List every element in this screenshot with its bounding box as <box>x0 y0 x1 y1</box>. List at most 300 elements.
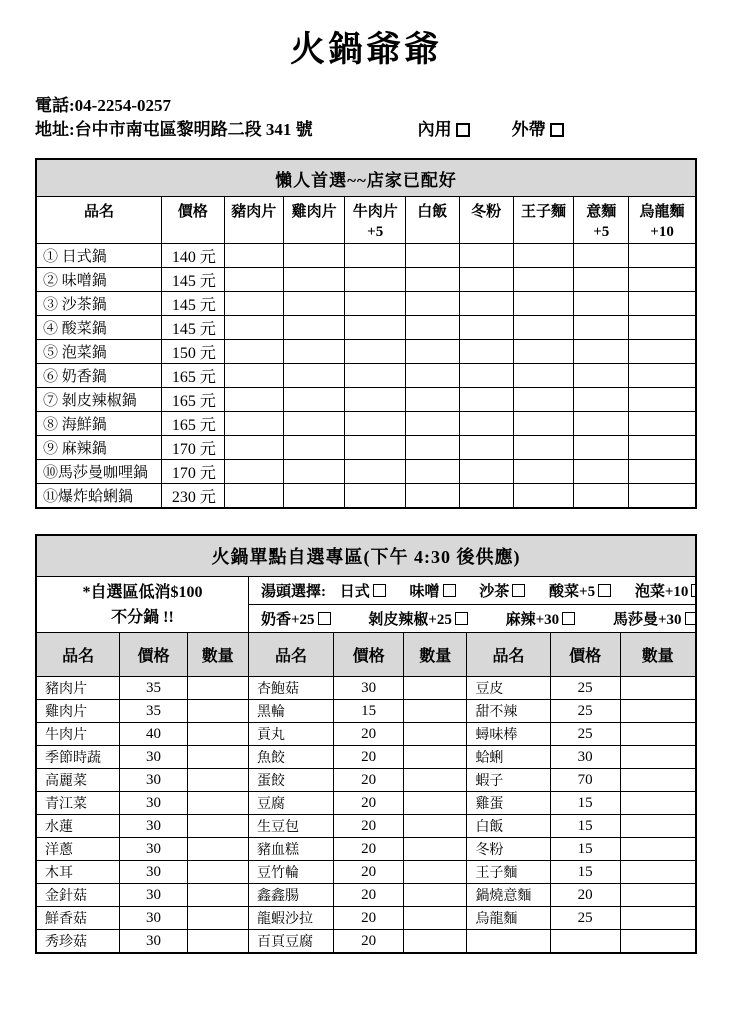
alacarte-column-header: 品名 <box>467 633 550 677</box>
item-name: 王子麵 <box>467 861 550 884</box>
item-price: 20 <box>334 815 404 838</box>
selection-cell <box>574 483 629 508</box>
takeout-label: 外帶 <box>511 120 546 140</box>
quantity-cell <box>187 769 248 792</box>
item-name: 鮮香菇 <box>36 907 120 930</box>
set-menu-title-row <box>36 159 696 196</box>
alacarte-column-header: 價格 <box>120 633 187 677</box>
selection-cell <box>574 243 629 267</box>
item-price: 15 <box>550 861 620 884</box>
selection-cell <box>406 363 459 387</box>
quantity-cell <box>404 677 467 700</box>
set-menu-row <box>36 411 696 435</box>
selection-cell <box>513 363 574 387</box>
selection-cell <box>406 483 459 508</box>
item-name: 洋蔥 <box>36 838 120 861</box>
soup-option-checkbox[interactable] <box>318 612 331 625</box>
quantity-cell <box>187 700 248 723</box>
soup-option <box>261 608 331 629</box>
soup-choice-label: 湯頭選擇: <box>261 584 326 601</box>
alacarte-row <box>36 930 696 953</box>
selection-cell <box>345 243 406 267</box>
pot-name: ⑧ 海鮮鍋 <box>36 411 161 435</box>
soup-options-row-1 <box>336 584 696 600</box>
item-name: 豆腐 <box>249 792 334 815</box>
set-menu-column-header <box>406 196 459 243</box>
item-price: 30 <box>120 815 187 838</box>
item-price: 20 <box>334 930 404 953</box>
item-name: 冬粉 <box>467 838 550 861</box>
set-menu-row <box>36 387 696 411</box>
item-name: 鑫鑫腸 <box>249 884 334 907</box>
item-name: 季節時蔬 <box>36 746 120 769</box>
selection-cell <box>629 243 696 267</box>
soup-option-checkbox[interactable] <box>685 612 697 625</box>
item-name: 高麗菜 <box>36 769 120 792</box>
address-row <box>35 118 697 142</box>
selection-cell <box>345 339 406 363</box>
selection-cell <box>459 315 513 339</box>
item-price: 25 <box>550 907 620 930</box>
selection-cell <box>406 435 459 459</box>
alacarte-title: 火鍋單點自選專區(下午 4:30 後供應) <box>36 535 696 577</box>
selection-cell <box>224 339 283 363</box>
item-price: 20 <box>334 861 404 884</box>
selection-cell <box>345 291 406 315</box>
set-menu-row <box>36 339 696 363</box>
quantity-cell <box>404 746 467 769</box>
alacarte-row <box>36 723 696 746</box>
selection-cell <box>629 435 696 459</box>
soup-option <box>506 608 576 629</box>
dine-in-option <box>418 118 470 142</box>
soup-option <box>340 580 386 601</box>
selection-cell <box>574 315 629 339</box>
quantity-cell <box>404 723 467 746</box>
item-price: 30 <box>120 884 187 907</box>
selection-cell <box>459 267 513 291</box>
pot-name: ⑪爆炸蛤蜊鍋 <box>36 483 161 508</box>
alacarte-column-header: 價格 <box>334 633 404 677</box>
item-price: 30 <box>120 861 187 884</box>
soup-option-checkbox[interactable] <box>455 612 468 625</box>
set-menu-column-header <box>36 196 161 243</box>
pot-name: ⑤ 泡菜鍋 <box>36 339 161 363</box>
selection-cell <box>406 291 459 315</box>
quantity-cell <box>404 838 467 861</box>
quantity-cell <box>620 700 696 723</box>
selection-cell <box>283 291 344 315</box>
quantity-cell <box>620 838 696 861</box>
item-name: 鍋燒意麵 <box>467 884 550 907</box>
selection-cell <box>283 315 344 339</box>
item-name: 秀珍菇 <box>36 930 120 953</box>
alacarte-row <box>36 769 696 792</box>
item-name: 蛋餃 <box>249 769 334 792</box>
column-label: 意麵 <box>586 203 617 220</box>
item-name: 豆皮 <box>467 677 550 700</box>
set-menu-column-header <box>629 196 696 243</box>
phone-line: 電話:04-2254-0257 <box>35 96 171 116</box>
pot-price: 145 元 <box>161 315 224 339</box>
pot-price: 170 元 <box>161 435 224 459</box>
selection-cell <box>224 459 283 483</box>
pot-price: 150 元 <box>161 339 224 363</box>
item-name: 蝦子 <box>467 769 550 792</box>
selection-cell <box>629 291 696 315</box>
selection-cell <box>459 411 513 435</box>
selection-cell <box>406 411 459 435</box>
soup-options-cell-2 <box>249 605 697 633</box>
address-line: 地址:台中市南屯區黎明路二段 341 號 <box>35 120 313 140</box>
item-price: 20 <box>334 769 404 792</box>
pot-name: ⑩馬莎曼咖哩鍋 <box>36 459 161 483</box>
soup-option <box>479 580 525 601</box>
item-name: 青江菜 <box>36 792 120 815</box>
selection-cell <box>224 387 283 411</box>
soup-option-label: 日式 <box>339 584 370 601</box>
selection-cell <box>459 483 513 508</box>
quantity-cell <box>404 930 467 953</box>
column-label: 王子麵 <box>520 203 566 220</box>
item-name: 黑輪 <box>249 700 334 723</box>
item-price: 35 <box>120 677 187 700</box>
soup-option-label: 味噌 <box>409 584 440 601</box>
selection-cell <box>406 339 459 363</box>
quantity-cell <box>404 700 467 723</box>
soup-choice-row-1 <box>36 577 696 605</box>
quantity-cell <box>620 792 696 815</box>
soup-option-label: 剝皮辣椒+25 <box>368 612 452 629</box>
item-name: 牛肉片 <box>36 723 120 746</box>
selection-cell <box>574 387 629 411</box>
item-price: 20 <box>334 792 404 815</box>
item-price: 30 <box>120 838 187 861</box>
pot-price: 230 元 <box>161 483 224 508</box>
quantity-cell <box>187 723 248 746</box>
item-name: 豬肉片 <box>36 677 120 700</box>
selection-cell <box>513 267 574 291</box>
soup-option-label: 酸菜+5 <box>549 584 596 601</box>
set-menu-column-header <box>345 196 406 243</box>
item-price: 15 <box>550 815 620 838</box>
selection-cell <box>283 363 344 387</box>
pot-price: 165 元 <box>161 387 224 411</box>
item-name: 金針菇 <box>36 884 120 907</box>
alacarte-column-header: 品名 <box>249 633 334 677</box>
item-price: 15 <box>334 700 404 723</box>
soup-option-label: 馬莎曼+30 <box>612 612 682 629</box>
takeout-checkbox[interactable] <box>550 123 564 137</box>
quantity-cell <box>187 884 248 907</box>
column-label: 牛肉片 <box>352 203 398 220</box>
dine-in-checkbox[interactable] <box>456 123 470 137</box>
selection-cell <box>345 267 406 291</box>
selection-cell <box>574 459 629 483</box>
pot-name: ⑨ 麻辣鍋 <box>36 435 161 459</box>
alacarte-column-header: 品名 <box>36 633 120 677</box>
quantity-cell <box>187 677 248 700</box>
item-price: 30 <box>120 746 187 769</box>
quantity-cell <box>187 907 248 930</box>
selection-cell <box>283 339 344 363</box>
selection-cell <box>459 339 513 363</box>
selection-cell <box>513 411 574 435</box>
item-name: 豆竹輪 <box>249 861 334 884</box>
selection-cell <box>224 291 283 315</box>
set-menu-row <box>36 267 696 291</box>
soup-option <box>613 608 696 629</box>
item-name: 雞肉片 <box>36 700 120 723</box>
pot-name: ① 日式鍋 <box>36 243 161 267</box>
set-menu-header-row <box>36 196 696 243</box>
set-menu-table <box>35 158 697 509</box>
selection-cell <box>513 459 574 483</box>
pot-price: 165 元 <box>161 363 224 387</box>
dine-in-label: 內用 <box>417 120 452 140</box>
pot-name: ② 味噌鍋 <box>36 267 161 291</box>
selection-cell <box>283 411 344 435</box>
selection-cell <box>459 291 513 315</box>
soup-option <box>549 580 611 601</box>
selection-cell <box>345 315 406 339</box>
soup-option-label: 泡菜+10 <box>634 584 689 601</box>
soup-option <box>635 580 696 601</box>
soup-option-checkbox[interactable] <box>562 612 575 625</box>
quantity-cell <box>620 677 696 700</box>
set-menu-title: 懶人首選~~店家已配好 <box>36 159 696 196</box>
alacarte-row <box>36 746 696 769</box>
item-price: 25 <box>550 723 620 746</box>
item-price: 20 <box>334 884 404 907</box>
item-name: 生豆包 <box>249 815 334 838</box>
item-price: 40 <box>120 723 187 746</box>
item-name: 水蓮 <box>36 815 120 838</box>
column-label: 雞肉片 <box>291 203 337 220</box>
pot-price: 165 元 <box>161 411 224 435</box>
soup-option-label: 奶香+25 <box>261 612 315 629</box>
item-price: 15 <box>550 838 620 861</box>
selection-cell <box>574 339 629 363</box>
soup-option-checkbox[interactable] <box>373 584 386 597</box>
item-price: 25 <box>550 677 620 700</box>
item-price: 30 <box>120 907 187 930</box>
selection-cell <box>224 435 283 459</box>
soup-options-row-2 <box>261 612 696 628</box>
alacarte-row <box>36 838 696 861</box>
alacarte-row <box>36 677 696 700</box>
quantity-cell <box>620 861 696 884</box>
quantity-cell <box>620 907 696 930</box>
selection-cell <box>459 387 513 411</box>
quantity-cell <box>620 723 696 746</box>
item-price <box>550 930 620 953</box>
selection-cell <box>459 243 513 267</box>
column-label: 品名 <box>83 203 114 220</box>
pot-price: 170 元 <box>161 459 224 483</box>
quantity-cell <box>187 815 248 838</box>
set-menu-row <box>36 435 696 459</box>
selection-cell <box>224 243 283 267</box>
item-price: 20 <box>334 907 404 930</box>
item-name: 蛤蜊 <box>467 746 550 769</box>
quantity-cell <box>404 769 467 792</box>
alacarte-column-header: 數量 <box>187 633 248 677</box>
alacarte-column-header: 數量 <box>404 633 467 677</box>
selection-cell <box>513 483 574 508</box>
selection-cell <box>629 267 696 291</box>
item-name: 杏鮑菇 <box>249 677 334 700</box>
pot-price: 145 元 <box>161 267 224 291</box>
column-label: 白飯 <box>417 203 448 220</box>
alacarte-column-header: 價格 <box>550 633 620 677</box>
selection-cell <box>345 459 406 483</box>
alacarte-row <box>36 815 696 838</box>
page-title: 火鍋爺爺 <box>289 30 442 69</box>
item-price: 30 <box>334 677 404 700</box>
quantity-cell <box>620 930 696 953</box>
set-menu-column-header <box>513 196 574 243</box>
pot-price: 145 元 <box>161 291 224 315</box>
set-menu-body <box>36 243 696 508</box>
min-charge-line-1: *自選區低消$100 <box>82 583 203 601</box>
alacarte-row <box>36 907 696 930</box>
alacarte-row <box>36 792 696 815</box>
selection-cell <box>459 459 513 483</box>
item-name: 百頁豆腐 <box>249 930 334 953</box>
quantity-cell <box>404 907 467 930</box>
column-label: 冬粉 <box>471 203 502 220</box>
soup-option-checkbox[interactable] <box>598 584 611 597</box>
item-price: 30 <box>550 746 620 769</box>
item-name: 蟳味棒 <box>467 723 550 746</box>
selection-cell <box>574 363 629 387</box>
item-name: 雞蛋 <box>467 792 550 815</box>
selection-cell <box>459 435 513 459</box>
selection-cell <box>283 483 344 508</box>
soup-option-checkbox[interactable] <box>691 584 696 597</box>
set-menu-row <box>36 291 696 315</box>
item-name: 龍蝦沙拉 <box>249 907 334 930</box>
column-surcharge: +10 <box>650 223 674 240</box>
item-name: 木耳 <box>36 861 120 884</box>
quantity-cell <box>620 815 696 838</box>
selection-cell <box>629 315 696 339</box>
quantity-cell <box>404 884 467 907</box>
selection-cell <box>345 411 406 435</box>
selection-cell <box>224 411 283 435</box>
selection-cell <box>283 459 344 483</box>
selection-cell <box>513 243 574 267</box>
quantity-cell <box>187 861 248 884</box>
selection-cell <box>406 315 459 339</box>
selection-cell <box>513 339 574 363</box>
quantity-cell <box>187 838 248 861</box>
selection-cell <box>345 483 406 508</box>
selection-cell <box>406 459 459 483</box>
selection-cell <box>574 411 629 435</box>
alacarte-title-row <box>36 535 696 577</box>
soup-options-cell-1 <box>249 577 697 605</box>
column-label: 豬肉片 <box>231 203 277 220</box>
pot-name: ③ 沙茶鍋 <box>36 291 161 315</box>
item-name: 貢丸 <box>249 723 334 746</box>
selection-cell <box>629 339 696 363</box>
item-price: 30 <box>120 792 187 815</box>
set-menu-row <box>36 483 696 508</box>
selection-cell <box>629 363 696 387</box>
selection-cell <box>574 291 629 315</box>
item-price: 25 <box>550 700 620 723</box>
quantity-cell <box>187 746 248 769</box>
selection-cell <box>629 411 696 435</box>
alacarte-column-header: 數量 <box>620 633 696 677</box>
selection-cell <box>224 267 283 291</box>
selection-cell <box>629 459 696 483</box>
selection-cell <box>224 483 283 508</box>
selection-cell <box>513 387 574 411</box>
soup-option <box>410 580 456 601</box>
selection-cell <box>345 435 406 459</box>
selection-cell <box>513 435 574 459</box>
set-menu-column-header <box>574 196 629 243</box>
alacarte-body <box>36 677 696 953</box>
item-price: 30 <box>120 769 187 792</box>
soup-option-checkbox[interactable] <box>512 584 525 597</box>
selection-cell <box>224 363 283 387</box>
set-menu-column-header <box>283 196 344 243</box>
column-surcharge: +5 <box>593 223 610 240</box>
column-label: 價格 <box>177 203 208 220</box>
selection-cell <box>283 435 344 459</box>
selection-cell <box>406 267 459 291</box>
quantity-cell <box>620 884 696 907</box>
quantity-cell <box>620 769 696 792</box>
item-name: 白飯 <box>467 815 550 838</box>
soup-option <box>368 608 468 629</box>
alacarte-header-row <box>36 633 696 677</box>
set-menu-row <box>36 459 696 483</box>
quantity-cell <box>404 815 467 838</box>
item-price: 20 <box>550 884 620 907</box>
contact-block <box>35 94 697 142</box>
item-price: 30 <box>120 930 187 953</box>
item-name: 甜不辣 <box>467 700 550 723</box>
selection-cell <box>629 387 696 411</box>
selection-cell <box>406 387 459 411</box>
alacarte-row <box>36 861 696 884</box>
selection-cell <box>406 243 459 267</box>
takeout-option <box>512 118 564 142</box>
soup-option-label: 沙茶 <box>479 584 510 601</box>
selection-cell <box>574 435 629 459</box>
selection-cell <box>283 243 344 267</box>
selection-cell <box>629 483 696 508</box>
quantity-cell <box>620 746 696 769</box>
item-name: 魚餃 <box>249 746 334 769</box>
selection-cell <box>224 315 283 339</box>
column-label: 烏龍麵 <box>639 203 685 220</box>
soup-option-checkbox[interactable] <box>443 584 456 597</box>
quantity-cell <box>187 792 248 815</box>
alacarte-row <box>36 884 696 907</box>
service-options <box>418 118 564 142</box>
set-menu-column-header <box>161 196 224 243</box>
item-name: 烏龍麵 <box>467 907 550 930</box>
pot-price: 140 元 <box>161 243 224 267</box>
item-price: 20 <box>334 838 404 861</box>
selection-cell <box>574 267 629 291</box>
